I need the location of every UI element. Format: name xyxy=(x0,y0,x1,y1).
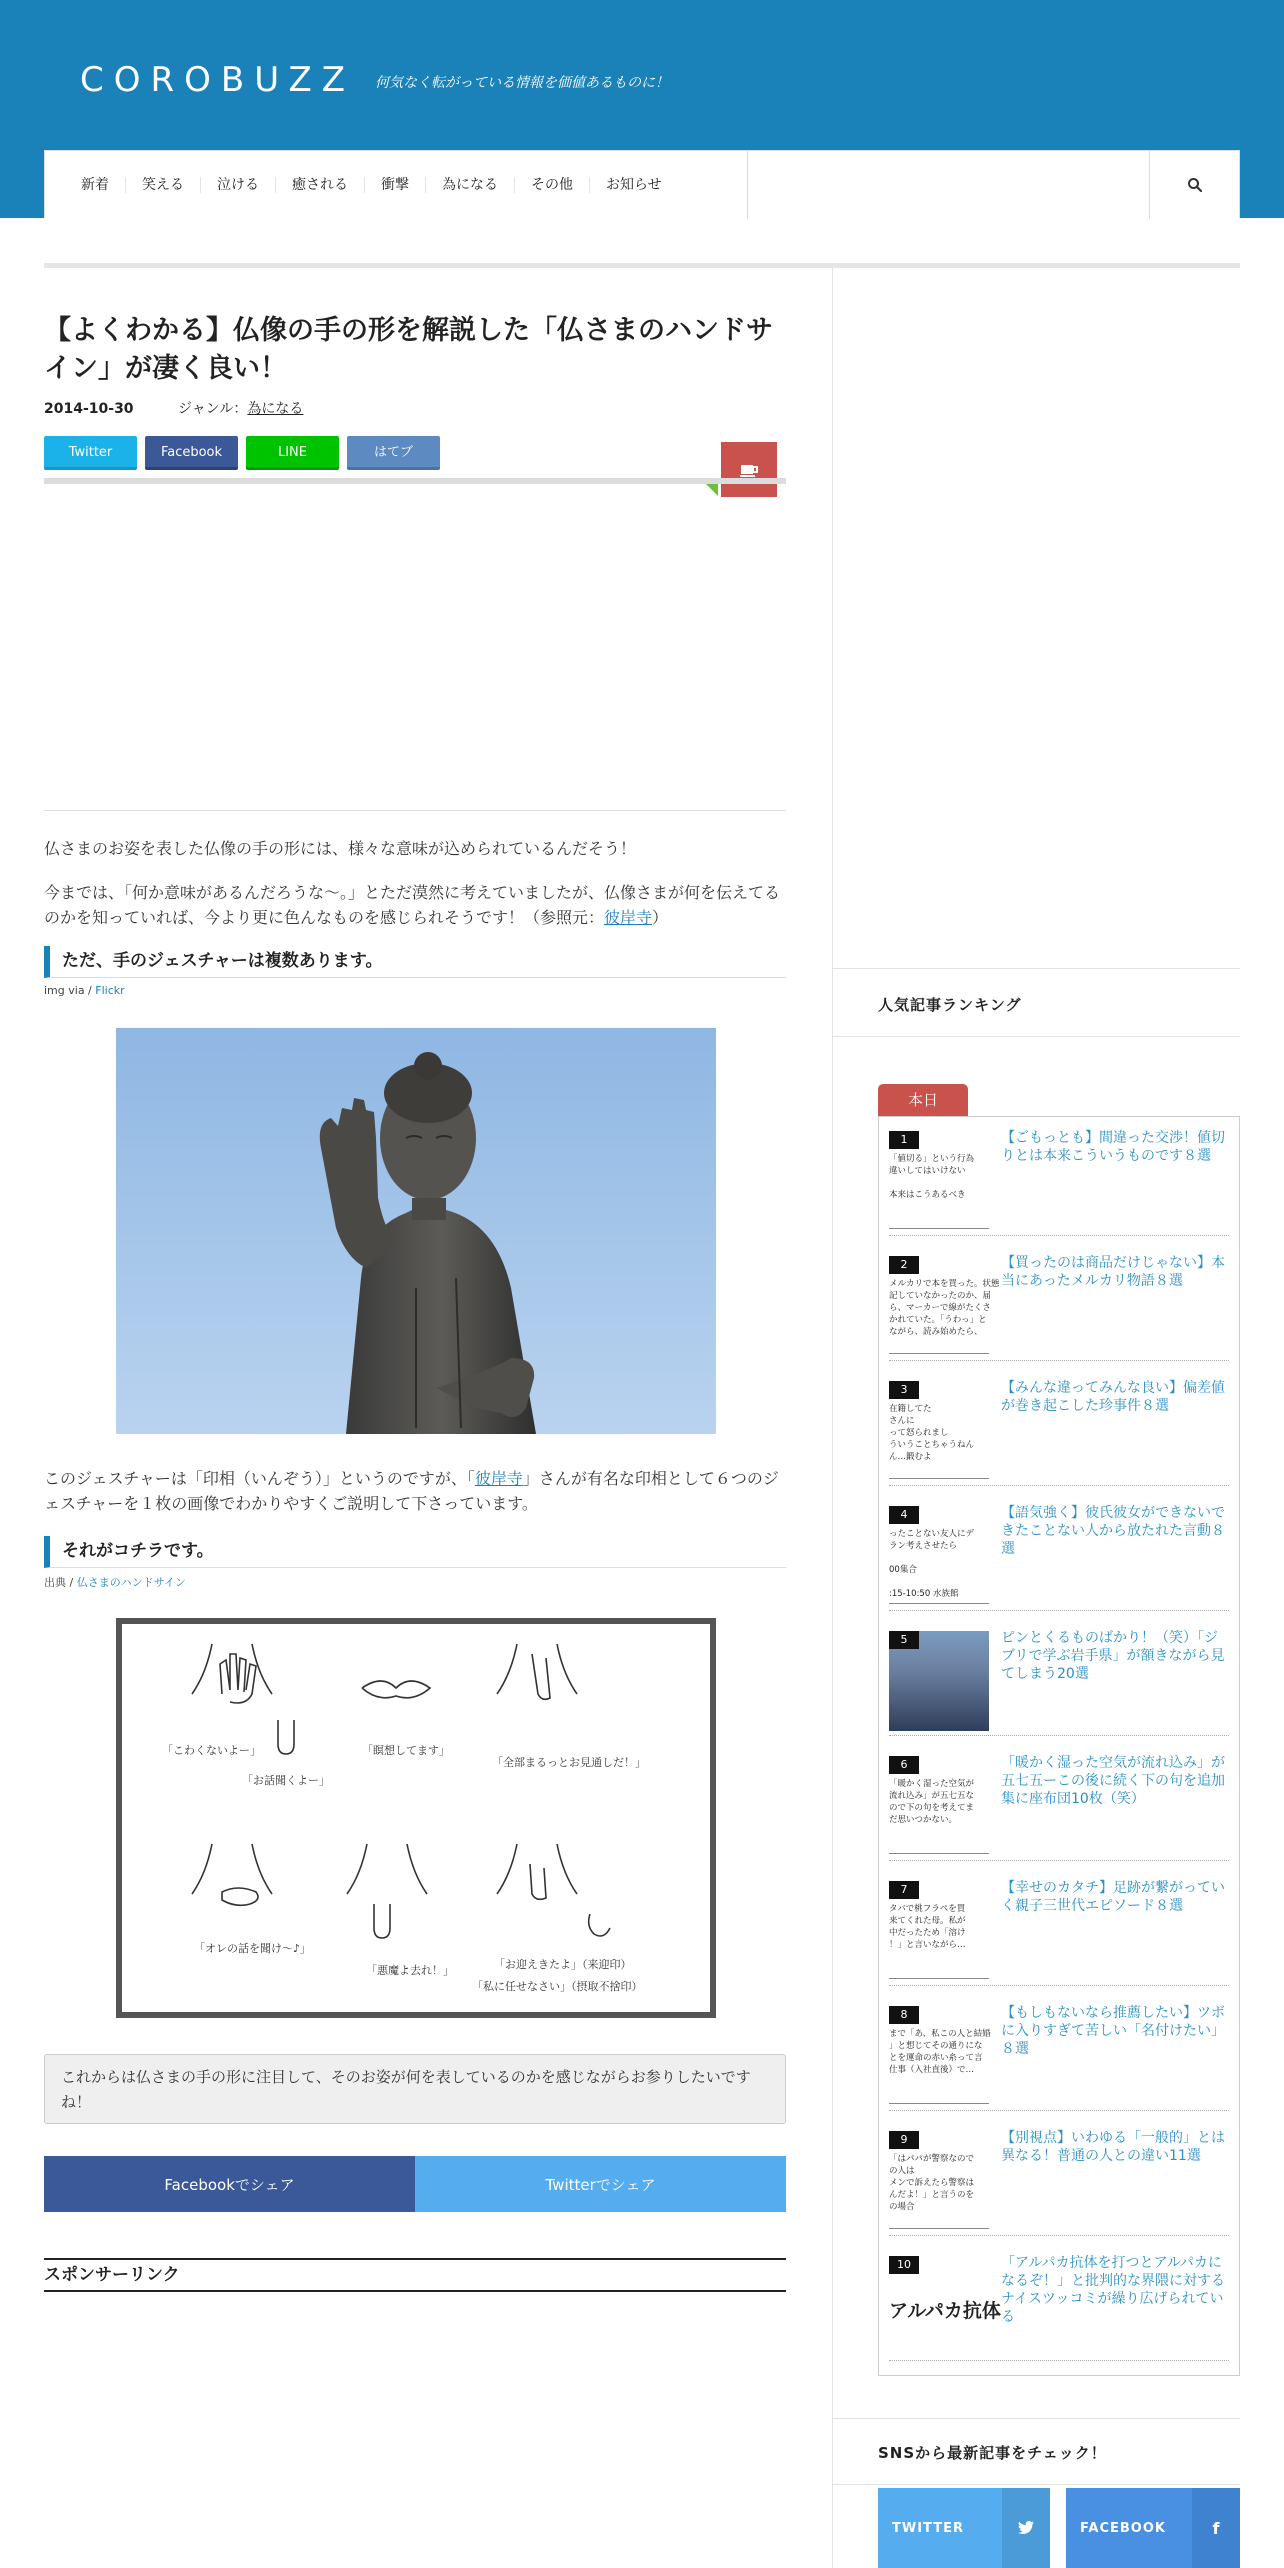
ranking-number: 10 xyxy=(889,2256,919,2274)
section-heading-here: それがコチラです。 xyxy=(44,1536,786,1568)
flickr-link[interactable]: Flickr xyxy=(95,984,125,997)
twitter-share-button[interactable]: Twitter xyxy=(44,436,137,470)
higanji-link[interactable]: 彼岸寺 xyxy=(474,1469,523,1488)
sponsor-link-heading: スポンサーリンク xyxy=(44,2258,786,2292)
share-buttons-top xyxy=(44,436,440,470)
site-logo[interactable]: COROBUZZ xyxy=(80,60,356,100)
ranking-number: 5 xyxy=(889,1631,919,1649)
ranking-thumbnail-text: ったことない友人にデ ラン考えさせたら 00集合 :15-10:50 水族館 xyxy=(889,1528,989,1604)
mudra-label-8: 「私に任せなさい」（摂取不捨印） xyxy=(472,1980,643,1993)
ranking-number: 8 xyxy=(889,2006,919,2024)
ranking-thumbnail[interactable] xyxy=(889,1881,989,1981)
follow-facebook-label: FACEBOOK xyxy=(1080,2520,1166,2536)
ranking-thumbnail[interactable] xyxy=(889,2131,989,2231)
line-share-button[interactable]: LINE xyxy=(246,436,339,470)
article-title: 【よくわかる】仏像の手の形を解説した「仏さまのハンドサイン」が凄く良い！ xyxy=(44,315,773,384)
ranking-thumbnail[interactable] xyxy=(889,1131,989,1231)
article-date: 2014-10-30 xyxy=(44,401,134,417)
mudra-label-4: 「全部まるっとお見通しだ！」 xyxy=(492,1756,646,1769)
sidebar-rule xyxy=(832,2484,1240,2485)
buddha-statue-photo xyxy=(116,1028,716,1434)
ad-area-rule xyxy=(44,810,786,811)
ranking-number: 9 xyxy=(889,2131,919,2149)
nav-item-other[interactable]: その他 xyxy=(514,177,589,193)
ranking-title-link[interactable]: 【語気強く】彼氏彼女ができないできたことない人から放たれた言動８選 xyxy=(1001,1505,1225,1557)
twitter-icon xyxy=(1002,2488,1050,2568)
share-bar-bottom xyxy=(44,2156,786,2212)
nav-item-useful[interactable]: 為になる xyxy=(425,177,514,193)
ranking-number: 6 xyxy=(889,1756,919,1774)
nav-item-funny[interactable]: 笑える xyxy=(125,177,200,193)
article-header-rule xyxy=(44,478,786,484)
save-button[interactable] xyxy=(721,442,777,497)
source-label: 出典 / xyxy=(44,1576,77,1589)
ranking-thumbnail-text: 「はパパが警察なので の人は メンで訴えたら警察は んだよ！」と言うのを の場合 xyxy=(889,2153,989,2229)
ranking-thumbnail[interactable] xyxy=(889,1756,989,1856)
sidebar-rule xyxy=(832,1036,1240,1037)
sidebar-divider xyxy=(832,268,833,2568)
mudra-label-5: 「オレの話を聞け〜♪」 xyxy=(194,1942,312,1955)
ranking-number: 4 xyxy=(889,1506,919,1524)
ranking-thumbnail-text: 在籍してた さんに って怒られまし ういうことちゃうねん ん…鍛むよ xyxy=(889,1403,989,1479)
ranking-number: 1 xyxy=(889,1131,919,1149)
sidebar-rule xyxy=(832,2418,1240,2419)
ranking-title-link[interactable]: 【別視点】いわゆる「一般的」とは異なる！普通の人との違い11選 xyxy=(1001,2130,1225,2164)
follow-twitter-button[interactable] xyxy=(878,2488,1050,2568)
mudra-text-end: 」さんが有名な印相として６つのジェスチャーを１枚の画像でわかりやすくご説明して下さっています。 xyxy=(44,1469,779,1513)
ranking-thumbnail[interactable] xyxy=(889,1631,989,1731)
reference-link[interactable]: 彼岸寺 xyxy=(604,908,653,927)
genre-label: ジャンル： xyxy=(178,401,248,417)
nav-item-new[interactable]: 新着 xyxy=(81,177,109,193)
ranking-title-link[interactable]: 【もしもないなら推薦したい】ツボに入りすぎて苦しい「名付けたい」８選 xyxy=(1001,2005,1225,2057)
ranking-title-link[interactable]: 【みんな違ってみんな良い】偏差値が巻き起こした珍事件８選 xyxy=(1001,1380,1225,1414)
coffee-cup-icon xyxy=(739,462,759,478)
section-heading-gestures: ただ、手のジェスチャーは複数あります。 xyxy=(44,946,786,978)
ranking-thumbnail[interactable] xyxy=(889,2256,1001,2356)
facebook-share-bottom-button[interactable]: Facebookでシェア xyxy=(44,2156,415,2212)
facebook-share-button[interactable]: Facebook xyxy=(145,436,238,470)
ranking-item[interactable] xyxy=(889,1623,1229,1736)
mudra-label-3: 「瞑想してます」 xyxy=(362,1744,450,1757)
ranking-title-link[interactable]: 【ごもっとも】間違った交渉！値切りとは本来こういうものです８選 xyxy=(1001,1130,1225,1164)
ranking-item[interactable] xyxy=(889,2123,1229,2236)
site-header xyxy=(0,0,1284,218)
sns-title: SNSから最新記事をチェック！ xyxy=(878,2444,1107,2462)
ranking-item[interactable] xyxy=(889,1998,1229,2111)
article-meta xyxy=(44,398,303,418)
main-nav xyxy=(44,150,1240,218)
closing-callout: これからは仏さまの手の形に注目して、そのお姿が何を表しているのかを感じながらお参りしたいですね！ xyxy=(44,2054,786,2124)
ranking-item[interactable] xyxy=(889,2248,1229,2361)
ranking-thumbnail[interactable] xyxy=(889,1381,989,1481)
ranking-thumbnail-text: アルパカ抗体 xyxy=(889,2300,1001,2322)
nav-item-touching[interactable]: 泣ける xyxy=(200,177,275,193)
nav-divider xyxy=(747,151,748,219)
nav-item-news[interactable]: お知らせ xyxy=(589,177,678,193)
content-top-rule xyxy=(44,263,1240,268)
rule-accent-corner xyxy=(706,484,718,496)
ranking-item[interactable] xyxy=(889,1873,1229,1986)
ranking-thumbnail[interactable] xyxy=(889,1256,1000,1356)
ranking-number: 2 xyxy=(889,1256,919,1274)
facebook-icon: f xyxy=(1192,2488,1240,2568)
intro-paragraph: 仏さまのお姿を表した仏像の手の形には、様々な意味が込められているんだそう！ xyxy=(44,839,637,858)
nav-item-shocking[interactable]: 衝撃 xyxy=(364,177,425,193)
ranking-list xyxy=(878,1116,1240,2376)
ranking-item[interactable] xyxy=(889,1373,1229,1486)
mudra-paragraph xyxy=(44,1466,786,1516)
credit-label: img via / xyxy=(44,984,96,997)
reference-paragraph xyxy=(44,880,786,930)
reference-text-end: ） xyxy=(652,908,669,927)
follow-twitter-label: TWITTER xyxy=(892,2520,964,2536)
sidebar-rule xyxy=(832,968,1240,969)
ranking-thumbnail-text: メルカリで本を買った。状態 記していなかったのか、届 ら、マーカーで線がたくさ かれていた。「うわっ」と ながら、読み始めたら、 xyxy=(889,1278,989,1354)
hand-signs-illustration xyxy=(116,1618,716,2018)
search-button[interactable] xyxy=(1149,151,1239,219)
twitter-share-bottom-button[interactable]: Twitterでシェア xyxy=(415,2156,786,2212)
ranking-item[interactable] xyxy=(889,1123,1229,1236)
ranking-title-link[interactable]: 「アルパカ抗体を打つとアルパカになるぞ！」と批判的な界隈に対するナイスツッコミが繰り広げられている xyxy=(1001,2255,1225,2325)
ranking-title-link[interactable]: 【買ったのは商品だけじゃない】本当にあったメルカリ物語８選 xyxy=(1001,1255,1225,1289)
hatebu-share-button[interactable]: はてブ xyxy=(347,436,440,470)
ranking-thumbnail[interactable] xyxy=(889,1506,989,1606)
follow-facebook-button[interactable] xyxy=(1066,2488,1240,2568)
ranking-thumbnail-text: 「値切る」という行為 違いしてはいけない 本来はこうあるべき xyxy=(889,1153,989,1229)
reference-text: 今までは、「何か意味があるんだろうな〜。」とただ漠然に考えていましたが、仏像さまが何を伝えてるのかを知っていれば、今より更に色んなものを感じられそうです！（参照元： xyxy=(44,883,781,927)
ranking-title-link[interactable]: 「暖かく湿った空気が流れ込み」が五七五ーこの後に続く下の句を追加集に座布団10枚（笑） xyxy=(1001,1755,1225,1807)
ranking-thumbnail-text: 「暖かく湿った空気が 流れ込み」が五七五な ので下の句を考えてま だ思いつかない。 xyxy=(889,1778,989,1854)
image-credit xyxy=(44,984,125,997)
ranking-number: 3 xyxy=(889,1381,919,1399)
ranking-title-link[interactable]: 【幸せのカタチ】足跡が繋がっていく親子三世代エピソード８選 xyxy=(1001,1880,1225,1914)
mudra-label-7: 「お迎えきたよ」（来迎印） xyxy=(494,1958,632,1971)
tab-today[interactable]: 本日 xyxy=(878,1084,968,1116)
mudra-label-1: 「こわくないよー」 xyxy=(162,1744,261,1757)
ranking-item[interactable] xyxy=(889,1748,1229,1861)
site-tagline: 何気なく転がっている情報を価値あるものに！ xyxy=(375,75,669,91)
ranking-title: 人気記事ランキング xyxy=(878,996,1022,1014)
search-icon xyxy=(1187,177,1203,193)
source-credit xyxy=(44,1574,186,1590)
mudra-text: このジェスチャーは「印相（いんぞう）」というのですが、「 xyxy=(44,1469,475,1488)
mudra-label-2: 「お話聞くよー」 xyxy=(242,1774,330,1787)
ranking-item[interactable] xyxy=(889,1498,1229,1611)
ranking-thumbnail-text: まで「あ、私この人と結婚 」と想じてその通りにな とを運命の赤い糸って言 仕事（入社直後）で… xyxy=(889,2028,989,2104)
hand-sign-source-link[interactable]: 仏さまのハンドサイン xyxy=(76,1576,186,1589)
ranking-thumbnail-text: タバで桃フラペを買 来てくれた母。私が 中だったため「溶け ！」と言いながら… xyxy=(889,1903,989,1979)
mudra-label-6: 「悪魔よ去れ！」 xyxy=(366,1964,454,1977)
ranking-title-link[interactable]: ピンとくるものばかり！（笑）「ジブリで学ぶ岩手県」が額きながら見てしまう20選 xyxy=(1001,1630,1225,1682)
ranking-thumbnail[interactable] xyxy=(889,2006,989,2106)
nav-item-healing[interactable]: 癒される xyxy=(275,177,364,193)
ranking-item[interactable] xyxy=(889,1248,1229,1361)
genre-link[interactable]: 為になる xyxy=(247,401,304,417)
ranking-number: 7 xyxy=(889,1881,919,1899)
